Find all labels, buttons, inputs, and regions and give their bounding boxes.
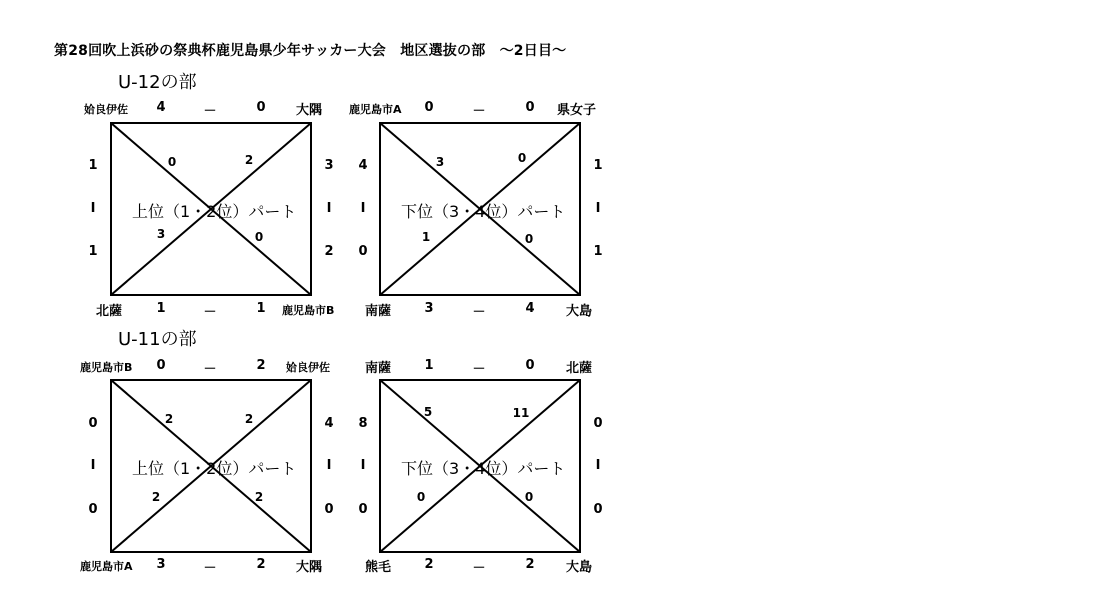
team-top-right: 姶良伊佐 bbox=[286, 361, 330, 374]
team-bottom-right: 大島 bbox=[566, 560, 593, 575]
team-top-left: 鹿児島市A bbox=[349, 103, 402, 116]
dash: － bbox=[203, 561, 217, 576]
score-top-right: 0 bbox=[525, 358, 535, 373]
diag-score-br: 0 bbox=[524, 232, 534, 246]
left-score-upper: 4 bbox=[358, 158, 368, 173]
left-bar: I bbox=[360, 201, 366, 216]
diag-score-tl: 0 bbox=[167, 155, 177, 169]
diag-score-br: 2 bbox=[254, 490, 264, 504]
team-top-right: 県女子 bbox=[557, 103, 597, 118]
right-score-lower: 1 bbox=[593, 244, 603, 259]
team-bottom-left: 北薩 bbox=[96, 304, 123, 319]
right-score-lower: 0 bbox=[593, 502, 603, 517]
right-score-upper: 1 bbox=[593, 158, 603, 173]
diag-score-bl: 3 bbox=[156, 227, 166, 241]
left-score-upper: 1 bbox=[88, 158, 98, 173]
diag-score-br: 0 bbox=[254, 230, 264, 244]
score-bottom-left: 1 bbox=[156, 301, 166, 316]
part-label: 上位（1・2位）パート bbox=[132, 202, 297, 221]
dash: － bbox=[203, 104, 217, 119]
team-bottom-right: 大隅 bbox=[296, 560, 323, 575]
score-top-left: 0 bbox=[156, 358, 166, 373]
diag-score-tr: 0 bbox=[517, 151, 527, 165]
left-score-lower: 0 bbox=[358, 502, 368, 517]
dash: － bbox=[472, 561, 486, 576]
right-score-upper: 4 bbox=[324, 416, 334, 431]
diag-score-tl: 3 bbox=[435, 155, 445, 169]
team-top-left: 南薩 bbox=[365, 361, 392, 376]
score-top-left: 4 bbox=[156, 100, 166, 115]
section-title-u12: U-12の部 bbox=[118, 72, 197, 93]
diag-score-tr: 2 bbox=[244, 153, 254, 167]
left-bar: I bbox=[90, 458, 96, 473]
score-top-left: 1 bbox=[424, 358, 434, 373]
dash: － bbox=[203, 305, 217, 320]
left-score-lower: 1 bbox=[88, 244, 98, 259]
team-top-right: 北薩 bbox=[566, 361, 593, 376]
score-bottom-right: 2 bbox=[525, 557, 535, 572]
right-bar: I bbox=[326, 458, 332, 473]
diag-score-br: 0 bbox=[524, 490, 534, 504]
score-bottom-left: 3 bbox=[156, 557, 166, 572]
right-score-upper: 0 bbox=[593, 416, 603, 431]
diag-score-bl: 0 bbox=[416, 490, 426, 504]
score-top-right: 0 bbox=[256, 100, 266, 115]
part-label: 上位（1・2位）パート bbox=[132, 459, 297, 478]
dash: － bbox=[203, 362, 217, 377]
team-top-left: 姶良伊佐 bbox=[84, 103, 128, 116]
diag-score-tr: 2 bbox=[244, 412, 254, 426]
score-bottom-right: 1 bbox=[256, 301, 266, 316]
left-score-lower: 0 bbox=[88, 502, 98, 517]
section-title-u11: U-11の部 bbox=[118, 329, 197, 350]
right-score-lower: 0 bbox=[324, 502, 334, 517]
left-score-upper: 8 bbox=[358, 416, 368, 431]
score-top-right: 0 bbox=[525, 100, 535, 115]
right-score-lower: 2 bbox=[324, 244, 334, 259]
team-top-left: 鹿児島市B bbox=[80, 361, 133, 374]
dash: － bbox=[472, 305, 486, 320]
score-bottom-left: 2 bbox=[424, 557, 434, 572]
score-top-right: 2 bbox=[256, 358, 266, 373]
diag-score-tr: 11 bbox=[512, 406, 530, 420]
right-score-upper: 3 bbox=[324, 158, 334, 173]
part-label: 下位（3・4位）パート bbox=[401, 459, 566, 478]
team-bottom-left: 南薩 bbox=[365, 304, 392, 319]
score-bottom-left: 3 bbox=[424, 301, 434, 316]
left-score-lower: 0 bbox=[358, 244, 368, 259]
part-label: 下位（3・4位）パート bbox=[401, 202, 566, 221]
score-bottom-right: 2 bbox=[256, 557, 266, 572]
team-top-right: 大隅 bbox=[296, 103, 323, 118]
diag-score-tl: 5 bbox=[423, 405, 433, 419]
diag-score-tl: 2 bbox=[164, 412, 174, 426]
team-bottom-left: 熊毛 bbox=[365, 560, 392, 575]
score-bottom-right: 4 bbox=[525, 301, 535, 316]
left-score-upper: 0 bbox=[88, 416, 98, 431]
team-bottom-right: 大島 bbox=[566, 304, 593, 319]
dash: － bbox=[472, 104, 486, 119]
right-bar: I bbox=[595, 201, 601, 216]
dash: － bbox=[472, 362, 486, 377]
team-bottom-right: 鹿児島市B bbox=[282, 304, 335, 317]
team-bottom-left: 鹿児島市A bbox=[80, 560, 133, 573]
diag-score-bl: 1 bbox=[421, 230, 431, 244]
diag-score-bl: 2 bbox=[151, 490, 161, 504]
right-bar: I bbox=[595, 458, 601, 473]
score-top-left: 0 bbox=[424, 100, 434, 115]
page-title: 第28回吹上浜砂の祭典杯鹿児島県少年サッカー大会 地区選抜の部 ～2日目～ bbox=[54, 43, 567, 59]
left-bar: I bbox=[90, 201, 96, 216]
right-bar: I bbox=[326, 201, 332, 216]
left-bar: I bbox=[360, 458, 366, 473]
